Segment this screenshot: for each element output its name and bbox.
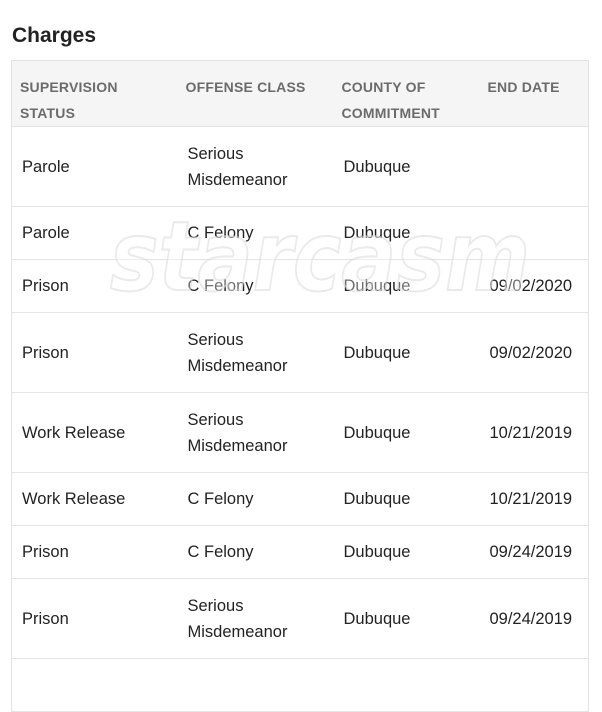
- cell-county: Dubuque: [334, 579, 480, 659]
- cell-offense-class: [178, 393, 334, 473]
- cell-status: Prison: [12, 579, 178, 659]
- table-row: [12, 659, 589, 712]
- cell-offense-class: [178, 659, 334, 712]
- cell-end-date: [480, 659, 589, 712]
- offense-class-line1: Serious: [187, 330, 244, 349]
- cell-offense-class: C Felony: [178, 473, 334, 526]
- header-end-date-label: END DATE: [487, 79, 560, 95]
- offense-class-line2: Misdemeanor: [187, 436, 288, 455]
- offense-class-line2: Misdemeanor: [187, 622, 288, 641]
- header-supervision-status-line1: SUPERVISION: [20, 79, 118, 95]
- cell-offense-class: [178, 127, 334, 207]
- cell-end-date: 09/24/2019: [480, 579, 589, 659]
- cell-end-date: 09/24/2019: [480, 526, 589, 579]
- watermark-text: starcasm: [110, 201, 530, 313]
- offense-class-line2: Misdemeanor: [187, 356, 288, 375]
- cell-end-date: 10/21/2019: [480, 393, 589, 473]
- cell-offense-class: C Felony: [178, 207, 334, 260]
- table-row: [12, 579, 589, 659]
- charges-table-container: [11, 60, 588, 712]
- cell-status: Prison: [12, 313, 178, 393]
- header-supervision-status[interactable]: [12, 61, 178, 127]
- charges-table: [11, 60, 589, 712]
- section-title: Charges: [12, 24, 97, 47]
- cell-end-date: 09/02/2020: [480, 313, 589, 393]
- cell-status: [12, 659, 178, 712]
- cell-county: Dubuque: [334, 526, 480, 579]
- cell-offense-class: [178, 313, 334, 393]
- cell-status: Parole: [12, 127, 178, 207]
- cell-status: Prison: [12, 260, 178, 313]
- cell-offense-class: C Felony: [178, 260, 334, 313]
- cell-end-date: 10/21/2019: [480, 473, 589, 526]
- offense-class-line1: Serious: [187, 596, 244, 615]
- table-row: [12, 313, 589, 393]
- header-supervision-status-line2: STATUS: [20, 105, 76, 121]
- offense-class-line2: Misdemeanor: [187, 170, 288, 189]
- header-county-of-commitment[interactable]: [334, 61, 480, 127]
- cell-county: Dubuque: [334, 473, 480, 526]
- cell-county: Dubuque: [334, 207, 480, 260]
- table-row: [12, 127, 589, 207]
- header-county-line1: COUNTY OF: [341, 79, 426, 95]
- cell-county: Dubuque: [334, 313, 480, 393]
- offense-class-line1: Serious: [187, 410, 244, 429]
- cell-county: Dubuque: [334, 393, 480, 473]
- header-row: [12, 61, 589, 127]
- header-county-line2: COMMITMENT: [341, 105, 440, 121]
- cell-county: Dubuque: [334, 260, 480, 313]
- table-row: [12, 526, 589, 579]
- cell-end-date: [480, 207, 589, 260]
- offense-class-line1: Serious: [187, 144, 244, 163]
- table-row: [12, 260, 589, 313]
- cell-offense-class: [178, 579, 334, 659]
- header-end-date[interactable]: [480, 61, 589, 127]
- table-body: [12, 127, 589, 712]
- cell-status: Work Release: [12, 393, 178, 473]
- cell-status: Prison: [12, 526, 178, 579]
- cell-status: Work Release: [12, 473, 178, 526]
- table-row: [12, 393, 589, 473]
- cell-offense-class: C Felony: [178, 526, 334, 579]
- cell-status: Parole: [12, 207, 178, 260]
- header-offense-class-label: OFFENSE CLASS: [185, 79, 306, 95]
- header-offense-class[interactable]: [178, 61, 334, 127]
- table-row: [12, 207, 589, 260]
- cell-county: [334, 659, 480, 712]
- table-header: [12, 61, 589, 127]
- cell-end-date: 09/02/2020: [480, 260, 589, 313]
- cell-county: Dubuque: [334, 127, 480, 207]
- table-row: [12, 473, 589, 526]
- cell-end-date: [480, 127, 589, 207]
